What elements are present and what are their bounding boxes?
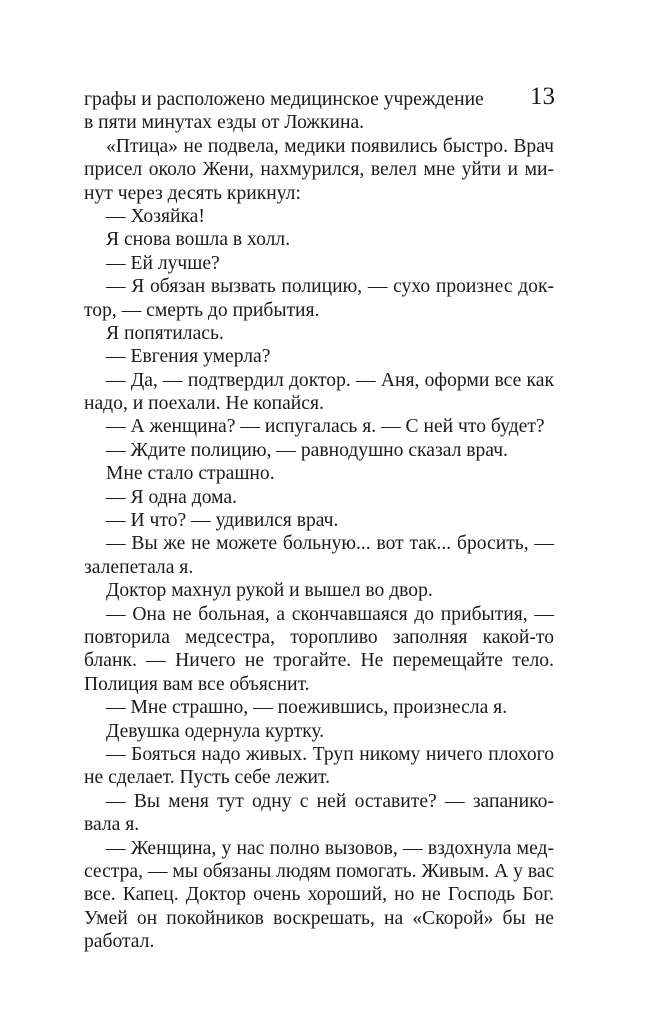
text-line: присел около Жени, нахмурился, велел мне уйти и ми- [84,159,554,181]
text-line: — Евгения умерла? [106,346,271,368]
text-line: Я снова вошла в холл. [106,229,291,251]
text-line: «Птица» не подвела, медики появились быстро. Врач [106,135,554,157]
text-line: — Вы же не можете больную... вот так... бросить, — [106,533,554,555]
text-line: — Мне страшно, — поежившись, произнесла я. [106,697,508,719]
text-line: Полиция вам все объяснит. [84,673,310,695]
text-line: надо, и поехали. Не копайся. [84,393,324,415]
text-line: — Хозяйка! [106,205,205,227]
text-line: нут через десять крикнул: [84,182,301,204]
text-line: в пяти минутах езды от Ложкина. [84,112,365,134]
text-line: бланк. — Ничего не трогайте. Не перемещайте тело. [84,650,554,672]
text-line: — Да, — подтвердил доктор. — Аня, оформи все как [106,369,554,391]
text-line: — И что? — удивился врач. [106,510,339,532]
text-line: работал. [84,931,155,953]
text-line: все. Капец. Доктор очень хороший, но не Господь Бог. [84,884,554,906]
text-line: Я попятилась. [106,322,224,344]
text-line: вала я. [84,814,140,836]
text-line: сестра, — мы обязаны людям помогать. Живым. А у вас [84,860,555,882]
text-line: не сделает. Пусть себе лежит. [84,767,330,789]
text-line: — Вы меня тут одну с ней оставите? — запанико- [106,790,554,812]
text-line: тор, — смерть до прибытия. [84,299,320,321]
text-line: — Женщина, у нас полно вызовов, — вздохнула мед- [106,837,554,859]
text-line: — Я одна дома. [106,486,237,508]
body-text [84,88,554,953]
text-line: — Ей лучше? [106,252,220,274]
text-line: Мне стало страшно. [106,463,275,485]
page-number: 13 [530,83,555,110]
text-line: залепетала я. [84,556,194,578]
text-line: — Ждите полицию, — равнодушно сказал врач. [106,439,508,461]
text-line: — Бояться надо живых. Труп никому ничего плохого [106,743,554,765]
text-line: Девушка одернула куртку. [106,720,325,742]
text-line: Умей он покойников воскрешать, на «Скорой» бы не [84,907,554,929]
text-line: повторила медсестра, торопливо заполняя какой-то [84,626,554,648]
text-line: графы и расположено медицинское учреждение [84,89,484,110]
text-line: — А женщина? — испугалась я. — С ней что будет? [106,416,545,438]
text-line: Доктор махнул рукой и вышел во двор. [106,580,433,602]
text-line: — Она не больная, а скончавшаяся до прибытия, — [106,603,554,625]
text-line: — Я обязан вызвать полицию, — сухо произнес док- [106,276,554,298]
